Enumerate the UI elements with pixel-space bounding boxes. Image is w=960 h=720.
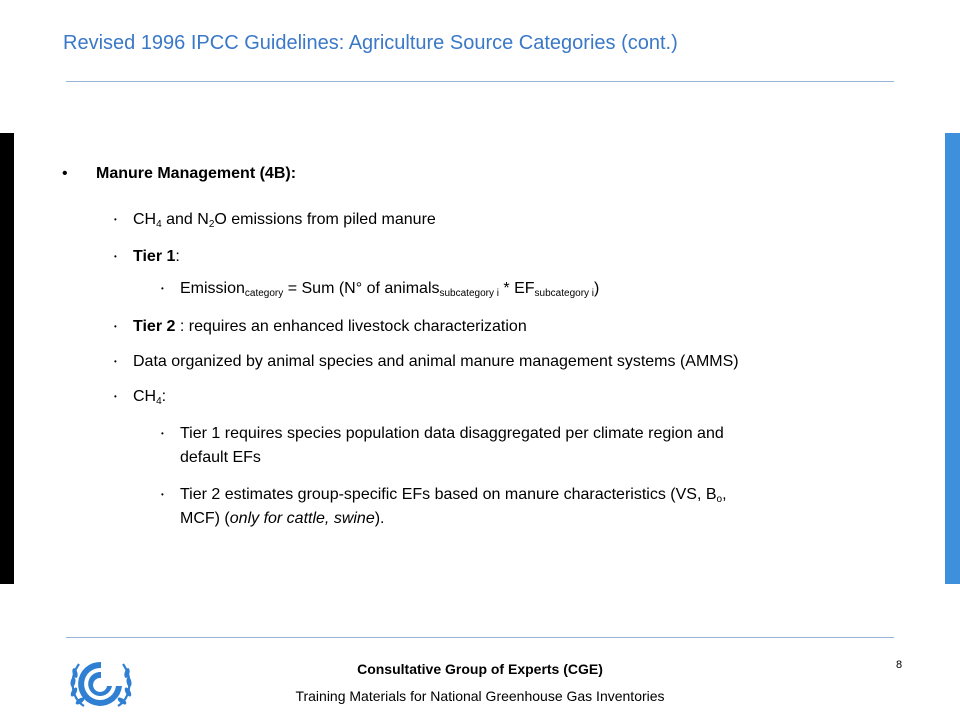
subbullet-tier2 <box>114 315 527 339</box>
bullet-dot: • <box>161 490 164 499</box>
footer-subtitle: Training Materials for National Greenhouse Gas Inventories <box>295 688 665 704</box>
bullet-text: Tier 1 requires species population data disaggregated per climate region and default EFs <box>180 425 724 466</box>
bullet-dot: • <box>114 252 117 261</box>
bullet-dot: • <box>114 392 117 401</box>
bullet-manure-management <box>62 162 296 186</box>
header-divider <box>66 81 894 82</box>
right-accent-bar <box>945 133 960 584</box>
subbullet-ch4 <box>114 385 166 409</box>
left-accent-bar <box>0 133 14 584</box>
bullet-text: Tier 2 estimates group-specific EFs based on manure characteristics (VS, $B_o$, MCF) (only for cattle, swine). <box>180 486 727 527</box>
bullet-heading: Manure Management (4B): <box>96 165 297 182</box>
slide-title: Revised 1996 IPCC Guidelines: Agriculture Source Categories (cont.) <box>63 32 678 54</box>
bullet-text: $CH_4$ and $N_2O$ emissions from piled manure <box>133 211 436 230</box>
bullet-text: Tier 2 : requires an enhanced livestock characterization <box>133 318 527 335</box>
bullet-dot: • <box>114 215 117 224</box>
bullet-text: $CH_4$: <box>133 388 167 407</box>
footer-org: Consultative Group of Experts (CGE) <box>357 661 603 677</box>
page-number: 8 <box>896 659 903 671</box>
bullet-dot: • <box>114 357 117 366</box>
subsubbullet-tier2-estimates <box>161 483 727 531</box>
bullet-dot: • <box>161 429 164 438</box>
subsubbullet-emission-equation <box>161 277 599 301</box>
bullet-dot: • <box>161 284 164 293</box>
footer-divider <box>66 637 894 638</box>
bullet-dot: • <box>114 322 117 331</box>
subbullet-data-organized <box>114 350 739 374</box>
subsubbullet-tier1-requires <box>161 422 724 470</box>
subbullet-tier1 <box>114 245 180 269</box>
bullet-text: Data organized by animal species and animal manure management systems (AMMS) <box>133 353 739 370</box>
bullet-text: Tier 1: <box>133 248 180 265</box>
subbullet-emissions <box>114 208 436 232</box>
bullet-dot: • <box>62 165 68 182</box>
equation-text: Emission$_{category}$ = Sum (N° of animals$_{subcategory i}$ * $EF_{subcategory i}$) <box>180 280 600 299</box>
